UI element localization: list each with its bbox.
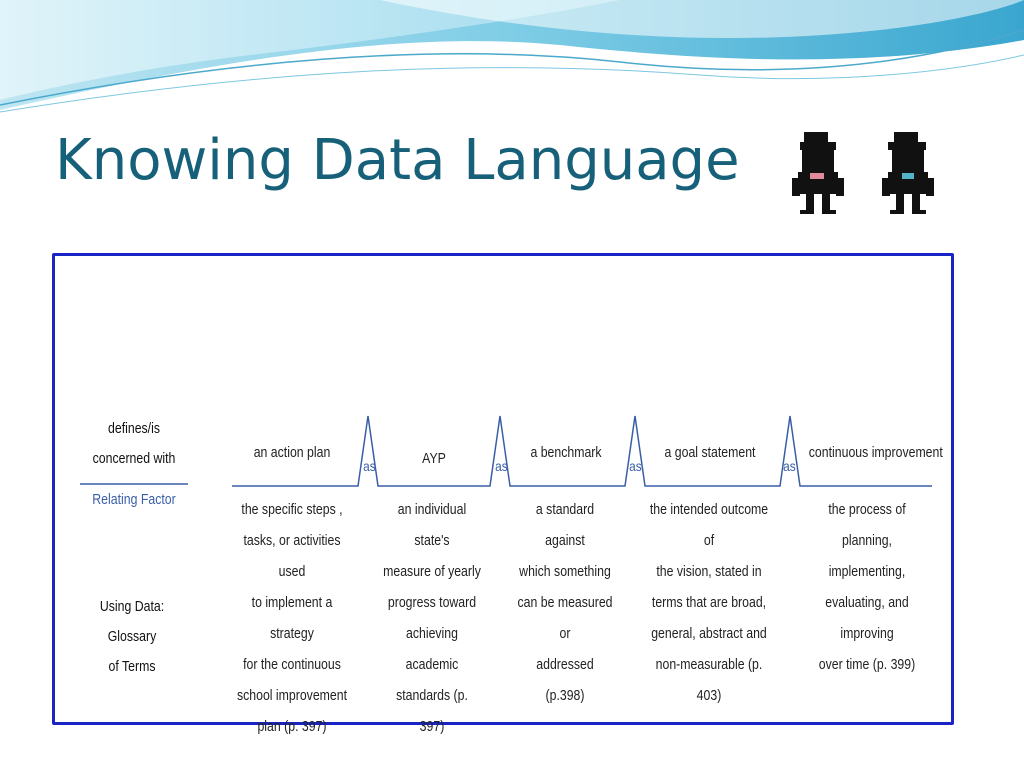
term-label: a goal statement (664, 444, 756, 461)
term-definition: the process of planning, implementing, evaluating, and improving over time (p. 399) (818, 501, 916, 673)
header-wave-decoration (0, 0, 1024, 120)
people-figures-icon (788, 128, 948, 218)
term-label: AYP (422, 450, 446, 467)
term-definition: the intended outcome of the vision, stated in terms that are broad, general, abstract and non-measurable (p. 403) (649, 501, 769, 704)
term-definition: an individual state's measure of yearly progress toward achieving academic standards (p. 397) (383, 501, 481, 735)
term-label: continuous improvement (808, 444, 943, 461)
glossary-source-label: Using Data: Glossary of Terms (99, 598, 165, 675)
term-label: a benchmark (530, 444, 602, 461)
defines-label: defines/is concerned with (92, 420, 176, 467)
connector-as: as (363, 458, 376, 474)
term-definition: a standard against which something can be measured or addressed (p.398) (517, 501, 613, 704)
term-label: an action plan (253, 444, 331, 461)
person-figure-right-icon (882, 132, 934, 214)
connector-as: as (495, 458, 508, 474)
slide-title: Knowing Data Language (55, 128, 740, 193)
term-definition: the specific steps , tasks, or activities used to implement a strategy for the continuous school improvement plan (p. 397) (236, 501, 348, 735)
connector-as: as (783, 458, 796, 474)
connector-as: as (629, 458, 642, 474)
person-figure-left-icon (792, 132, 844, 214)
relating-factor-label: Relating Factor (92, 491, 176, 508)
